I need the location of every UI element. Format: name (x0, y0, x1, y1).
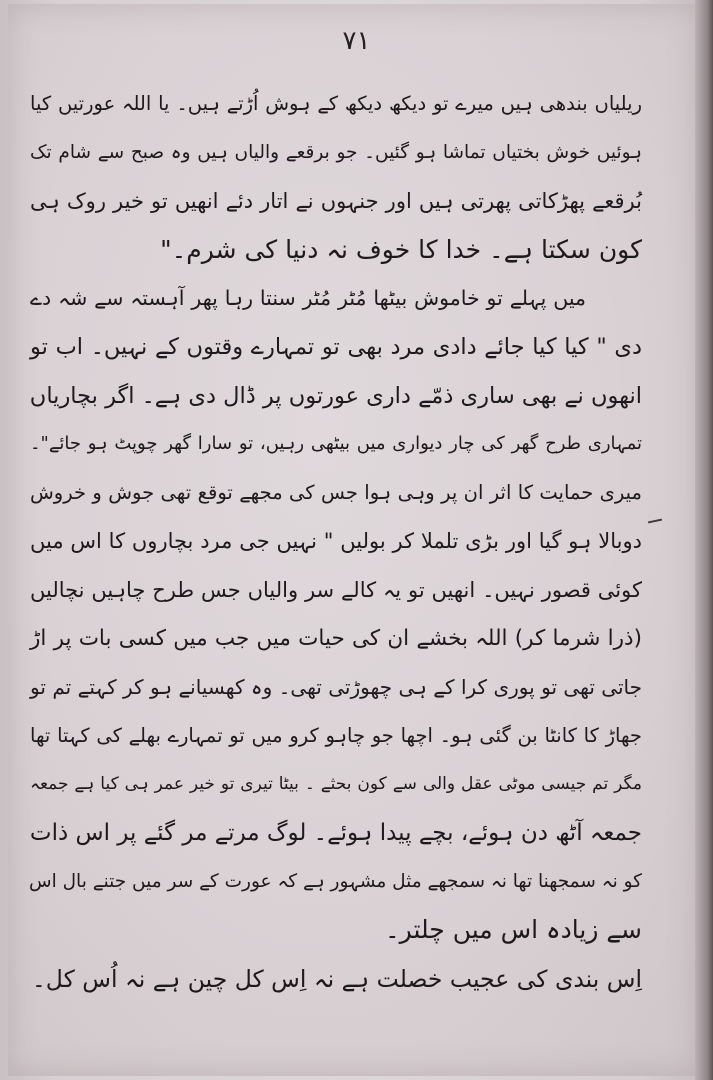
text-line: تمہاری طرح گھر کی چار دیواری میں بیٹھی رہیں، تو سارا گھر چوپٹ ہو جائے"۔ (30, 433, 642, 455)
text-line: ہوئیں خوش بختیاں تماشا ہو گئیں۔ جو برقعے والیاں ہیں وہ صبح سے شام تک (30, 141, 642, 163)
text-line: میں پہلے تو خاموش بیٹھا مُٹر مُٹر سنتا رہا پھر آہستہ سے شہ دے (30, 286, 586, 311)
text-line: کو نہ سمجھنا تھا نہ سمجھے مثل مشہور ہے کہ عورت کے سر میں جتنے بال اس (29, 870, 642, 892)
text-line: جمعہ آٹھ دن ہوئے، بچے پیدا ہوئے۔ لوگ مرتے مر گئے پر اس ذات (29, 819, 642, 846)
text-line: دوبالا ہو گیا اور بڑی تلملا کر بولیں " نہیں جی مرد بچاروں کا اس میں (30, 529, 642, 554)
text-line: جھاڑ کا کانٹا بن گئی ہو۔ اچھا جو چاہو کرو میں تو تمہارے بھلے کی کہتا تھا (30, 723, 642, 747)
book-spine-edge (695, 0, 713, 1080)
page-text (30, 80, 642, 1003)
text-line: دی " کیا کیا جائے دادی مرد بھی تو تمہارے وقتوں کے نہیں۔ اب تو (30, 333, 642, 360)
text-line: کون سکتا ہے۔ خدا کا خوف نہ دنیا کی شرم۔" (160, 234, 642, 264)
text-line: بُرقعے پھڑکاتی پھرتی ہیں اور جنہوں نے اتار دئے انھیں تو خیر روک ہی (30, 189, 642, 214)
page-number: ٧١ (342, 26, 371, 56)
text-line: کوئی قصور نہیں۔ انھیں تو یہ کالے سر والیاں جس طرح چاہیں نچالیں (30, 577, 642, 602)
text-line: میری حمایت کا اثر ان پر وہی ہوا جس کی مجھے توقع تھی جوش و خروش (30, 480, 642, 504)
text-line: سے زیادہ اس میں چلتر۔ (385, 915, 642, 945)
text-line: اِس بندی کی عجیب خصلت ہے نہ اِس کل چین ہے نہ اُس کل۔ (32, 964, 642, 993)
text-line: مگر تم جیسی موٹی عقل والی سے کون بحثے ۔ بیٹا تیری تو خیر عمر ہی کیا ہے جمعہ (30, 774, 642, 795)
text-line: انھوں نے بھی ساری ذمّے داری عورتوں پر ڈال دی ہے۔ اگر بچاریاں (29, 382, 642, 409)
text-line: ریلیاں بندھی ہیں میرے تو دیکھ دیکھ کے ہوش اُڑتے ہیں۔ یا اللہ عورتیں کیا (30, 92, 642, 115)
text-line: جاتی تھی تو پوری کرا کے ہی چھوڑتی تھی۔ وہ کھسیانے ہو کر کہتے تم تو (30, 675, 642, 700)
text-line: (ذرا شرما کر) اللہ بخشے ان کی حیات میں جب میں کسی بات پر اڑ (30, 625, 642, 651)
